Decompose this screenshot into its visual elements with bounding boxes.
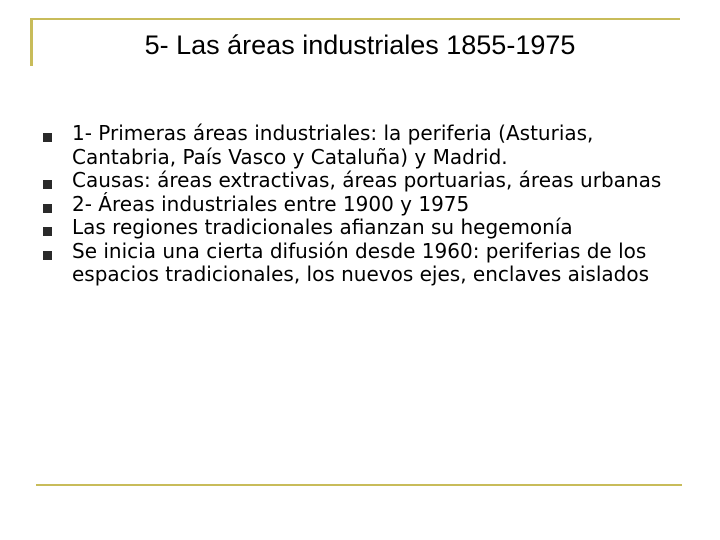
bullet-list — [40, 122, 700, 287]
bullet-item — [40, 240, 700, 287]
bullet-text: Se inicia una cierta difusión desde 1960: periferias de los espacios tradicionales, los nuevos ejes, enclaves aislados — [72, 238, 650, 286]
square-bullet-icon — [43, 227, 52, 236]
title-frame-top-rule — [30, 18, 680, 20]
bullet-item — [40, 122, 700, 169]
bottom-rule — [36, 484, 682, 486]
square-bullet-icon — [43, 251, 52, 260]
title-frame-left-rule — [30, 18, 33, 66]
bullet-item — [40, 193, 700, 217]
bullet-text: Causas: áreas extractivas, áreas portuarias, áreas urbanas — [72, 168, 662, 192]
bullet-item — [40, 169, 700, 193]
square-bullet-icon — [43, 180, 52, 189]
slide-title: 5- Las áreas industriales 1855-1975 — [144, 30, 576, 60]
bullet-text: Las regiones tradicionales afianzan su hegemonía — [72, 215, 573, 239]
bullet-text: 1- Primeras áreas industriales: la periferia (Asturias, Cantabria, País Vasco y Cataluña) y Madrid. — [72, 121, 594, 169]
bullet-text: 2- Áreas industriales entre 1900 y 1975 — [72, 191, 470, 216]
square-bullet-icon — [43, 204, 52, 213]
bullet-item — [40, 216, 700, 240]
square-bullet-icon — [43, 133, 52, 142]
